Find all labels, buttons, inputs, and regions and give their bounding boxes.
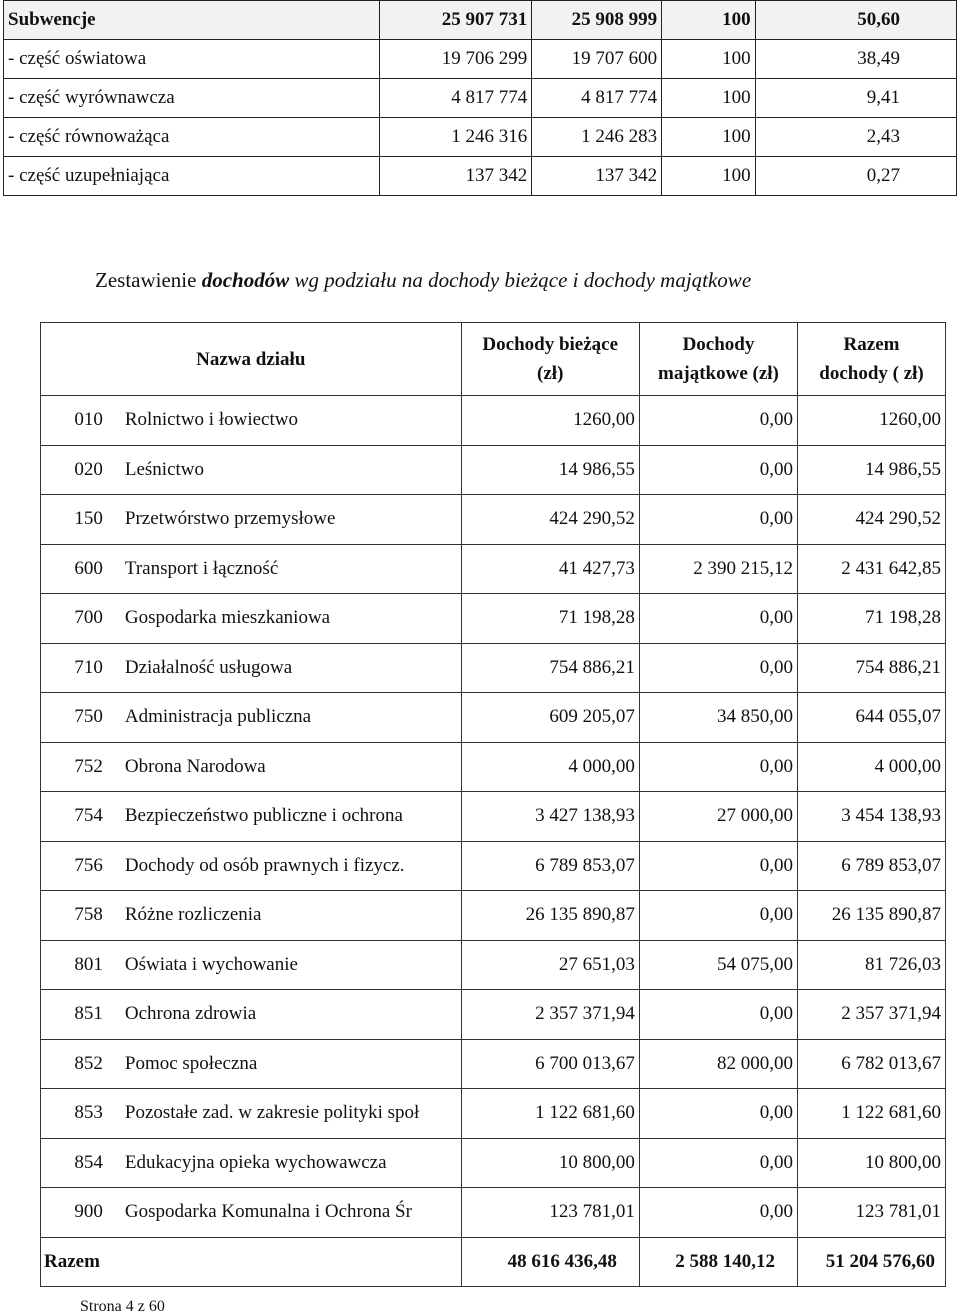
subsidy-cell-name: - część uzupełniająca bbox=[4, 157, 380, 196]
subsidy-cell-v2: 19 707 600 bbox=[532, 40, 662, 79]
income-cell-v1: 4 000,00 bbox=[461, 742, 639, 792]
title-part-3: wg podziału na dochody bieżące i dochody majątkowe bbox=[289, 268, 752, 292]
income-cell-v1: 424 290,52 bbox=[461, 495, 639, 545]
income-cell-v1: 754 886,21 bbox=[461, 643, 639, 693]
header-total: Razem dochody ( zł) bbox=[798, 323, 946, 396]
income-cell-v1: 1260,00 bbox=[461, 396, 639, 446]
income-cell-v2: 0,00 bbox=[639, 1138, 797, 1188]
subsidy-cell-v2: 1 246 283 bbox=[532, 118, 662, 157]
income-cell-name: Rolnictwo i łowiectwo bbox=[107, 396, 461, 446]
income-cell-v1: 41 427,73 bbox=[461, 544, 639, 594]
section-title bbox=[95, 268, 751, 293]
income-row bbox=[41, 1039, 946, 1089]
income-cell-name: Ochrona zdrowia bbox=[107, 990, 461, 1040]
subsidy-cell-v1: 1 246 316 bbox=[379, 118, 532, 157]
income-cell-v1: 14 986,55 bbox=[461, 445, 639, 495]
subsidy-cell-v4: 50,60 bbox=[755, 1, 956, 40]
income-row bbox=[41, 1138, 946, 1188]
subsidy-row bbox=[4, 157, 957, 196]
income-cell-v2: 0,00 bbox=[639, 1089, 797, 1139]
income-row bbox=[41, 940, 946, 990]
header-name: Nazwa działu bbox=[41, 323, 462, 396]
header-capital: Dochody majątkowe (zł) bbox=[639, 323, 797, 396]
income-cell-v3: 81 726,03 bbox=[798, 940, 946, 990]
income-cell-v2: 0,00 bbox=[639, 891, 797, 941]
income-cell-v3: 644 055,07 bbox=[798, 693, 946, 743]
income-cell-name: Gospodarka mieszkaniowa bbox=[107, 594, 461, 644]
income-cell-name: Edukacyjna opieka wychowawcza bbox=[107, 1138, 461, 1188]
subsidy-row bbox=[4, 40, 957, 79]
total-cell-label: Razem bbox=[41, 1237, 462, 1286]
income-cell-code: 700 bbox=[41, 594, 107, 644]
total-cell-v3: 51 204 576,60 bbox=[798, 1237, 946, 1286]
total-row bbox=[41, 1237, 946, 1286]
title-part-2: dochodów bbox=[201, 268, 290, 292]
income-cell-v1: 6 789 853,07 bbox=[461, 841, 639, 891]
subsidy-cell-v3: 100 bbox=[662, 157, 755, 196]
subsidy-cell-v2: 4 817 774 bbox=[532, 79, 662, 118]
income-cell-name: Administracja publiczna bbox=[107, 693, 461, 743]
income-cell-name: Działalność usługowa bbox=[107, 643, 461, 693]
income-cell-v2: 0,00 bbox=[639, 1188, 797, 1238]
income-cell-v1: 1 122 681,60 bbox=[461, 1089, 639, 1139]
income-cell-code: 854 bbox=[41, 1138, 107, 1188]
subsidy-cell-v4: 0,27 bbox=[755, 157, 956, 196]
income-cell-v3: 2 431 642,85 bbox=[798, 544, 946, 594]
income-cell-name: Leśnictwo bbox=[107, 445, 461, 495]
income-cell-name: Bezpieczeństwo publiczne i ochrona bbox=[107, 792, 461, 842]
income-cell-v1: 6 700 013,67 bbox=[461, 1039, 639, 1089]
income-cell-v2: 34 850,00 bbox=[639, 693, 797, 743]
subsidy-cell-v4: 38,49 bbox=[755, 40, 956, 79]
total-cell-v2: 2 588 140,12 bbox=[639, 1237, 797, 1286]
income-cell-v2: 54 075,00 bbox=[639, 940, 797, 990]
income-row bbox=[41, 742, 946, 792]
income-cell-v3: 71 198,28 bbox=[798, 594, 946, 644]
income-cell-v1: 27 651,03 bbox=[461, 940, 639, 990]
income-cell-name: Pomoc społeczna bbox=[107, 1039, 461, 1089]
subsidy-cell-name: - część wyrównawcza bbox=[4, 79, 380, 118]
income-cell-code: 801 bbox=[41, 940, 107, 990]
income-row bbox=[41, 544, 946, 594]
subsidy-cell-v4: 9,41 bbox=[755, 79, 956, 118]
income-cell-v1: 123 781,01 bbox=[461, 1188, 639, 1238]
income-cell-name: Oświata i wychowanie bbox=[107, 940, 461, 990]
income-cell-code: 853 bbox=[41, 1089, 107, 1139]
income-cell-v2: 0,00 bbox=[639, 495, 797, 545]
income-cell-code: 756 bbox=[41, 841, 107, 891]
income-cell-v3: 1 122 681,60 bbox=[798, 1089, 946, 1139]
subsidy-cell-v4: 2,43 bbox=[755, 118, 956, 157]
income-cell-v2: 27 000,00 bbox=[639, 792, 797, 842]
income-cell-code: 710 bbox=[41, 643, 107, 693]
income-cell-code: 900 bbox=[41, 1188, 107, 1238]
income-row bbox=[41, 841, 946, 891]
income-cell-code: 754 bbox=[41, 792, 107, 842]
subsidy-cell-v3: 100 bbox=[662, 40, 755, 79]
income-row bbox=[41, 792, 946, 842]
income-cell-code: 758 bbox=[41, 891, 107, 941]
income-cell-code: 851 bbox=[41, 990, 107, 1040]
income-row bbox=[41, 396, 946, 446]
income-table bbox=[40, 322, 946, 1287]
income-cell-name: Transport i łączność bbox=[107, 544, 461, 594]
subsidy-row bbox=[4, 118, 957, 157]
income-cell-v1: 609 205,07 bbox=[461, 693, 639, 743]
income-cell-name: Dochody od osób prawnych i fizycz. bbox=[107, 841, 461, 891]
income-cell-code: 010 bbox=[41, 396, 107, 446]
income-cell-v3: 6 782 013,67 bbox=[798, 1039, 946, 1089]
income-cell-v3: 3 454 138,93 bbox=[798, 792, 946, 842]
income-cell-v2: 0,00 bbox=[639, 643, 797, 693]
subsidy-cell-v1: 137 342 bbox=[379, 157, 532, 196]
header-row bbox=[41, 323, 946, 396]
subsidy-cell-v3: 100 bbox=[662, 79, 755, 118]
income-row bbox=[41, 1188, 946, 1238]
income-cell-v2: 0,00 bbox=[639, 990, 797, 1040]
subsidy-cell-v1: 4 817 774 bbox=[379, 79, 532, 118]
income-row bbox=[41, 643, 946, 693]
income-cell-v3: 14 986,55 bbox=[798, 445, 946, 495]
income-cell-v2: 0,00 bbox=[639, 445, 797, 495]
income-cell-code: 150 bbox=[41, 495, 107, 545]
income-cell-code: 600 bbox=[41, 544, 107, 594]
subsidy-cell-v1: 19 706 299 bbox=[379, 40, 532, 79]
title-part-1: Zestawienie bbox=[95, 268, 202, 292]
income-row bbox=[41, 594, 946, 644]
income-cell-v3: 10 800,00 bbox=[798, 1138, 946, 1188]
subsidy-row bbox=[4, 1, 957, 40]
income-cell-v3: 4 000,00 bbox=[798, 742, 946, 792]
income-cell-v3: 6 789 853,07 bbox=[798, 841, 946, 891]
income-cell-v2: 0,00 bbox=[639, 594, 797, 644]
subsidy-cell-name: - część oświatowa bbox=[4, 40, 380, 79]
income-cell-v3: 1260,00 bbox=[798, 396, 946, 446]
income-row bbox=[41, 990, 946, 1040]
income-row bbox=[41, 1089, 946, 1139]
income-cell-code: 752 bbox=[41, 742, 107, 792]
page-footer: Strona 4 z 60 bbox=[80, 1298, 165, 1315]
income-cell-v3: 424 290,52 bbox=[798, 495, 946, 545]
income-cell-v2: 0,00 bbox=[639, 396, 797, 446]
income-cell-code: 020 bbox=[41, 445, 107, 495]
income-row bbox=[41, 495, 946, 545]
subsidy-cell-name: - część równoważąca bbox=[4, 118, 380, 157]
subsidies-table bbox=[3, 0, 957, 196]
subsidy-cell-v3: 100 bbox=[662, 118, 755, 157]
income-cell-v1: 3 427 138,93 bbox=[461, 792, 639, 842]
income-cell-name: Obrona Narodowa bbox=[107, 742, 461, 792]
income-cell-code: 750 bbox=[41, 693, 107, 743]
income-cell-name: Różne rozliczenia bbox=[107, 891, 461, 941]
income-cell-v3: 26 135 890,87 bbox=[798, 891, 946, 941]
income-row bbox=[41, 693, 946, 743]
income-cell-v1: 2 357 371,94 bbox=[461, 990, 639, 1040]
income-cell-v2: 82 000,00 bbox=[639, 1039, 797, 1089]
income-cell-v2: 2 390 215,12 bbox=[639, 544, 797, 594]
subsidy-row bbox=[4, 79, 957, 118]
subsidy-cell-v2: 137 342 bbox=[532, 157, 662, 196]
income-cell-name: Gospodarka Komunalna i Ochrona Śr bbox=[107, 1188, 461, 1238]
header-current: Dochody bieżące (zł) bbox=[461, 323, 639, 396]
income-cell-name: Pozostałe zad. w zakresie polityki społ bbox=[107, 1089, 461, 1139]
subsidy-cell-v2: 25 908 999 bbox=[532, 1, 662, 40]
income-row bbox=[41, 891, 946, 941]
income-cell-v2: 0,00 bbox=[639, 742, 797, 792]
income-row bbox=[41, 445, 946, 495]
income-cell-v1: 26 135 890,87 bbox=[461, 891, 639, 941]
income-cell-name: Przetwórstwo przemysłowe bbox=[107, 495, 461, 545]
income-cell-v3: 2 357 371,94 bbox=[798, 990, 946, 1040]
subsidy-cell-v3: 100 bbox=[662, 1, 755, 40]
subsidy-cell-name: Subwencje bbox=[4, 1, 380, 40]
income-cell-v1: 10 800,00 bbox=[461, 1138, 639, 1188]
income-cell-v1: 71 198,28 bbox=[461, 594, 639, 644]
income-cell-v3: 754 886,21 bbox=[798, 643, 946, 693]
income-cell-v2: 0,00 bbox=[639, 841, 797, 891]
income-cell-v3: 123 781,01 bbox=[798, 1188, 946, 1238]
subsidy-cell-v1: 25 907 731 bbox=[379, 1, 532, 40]
income-cell-code: 852 bbox=[41, 1039, 107, 1089]
total-cell-v1: 48 616 436,48 bbox=[461, 1237, 639, 1286]
